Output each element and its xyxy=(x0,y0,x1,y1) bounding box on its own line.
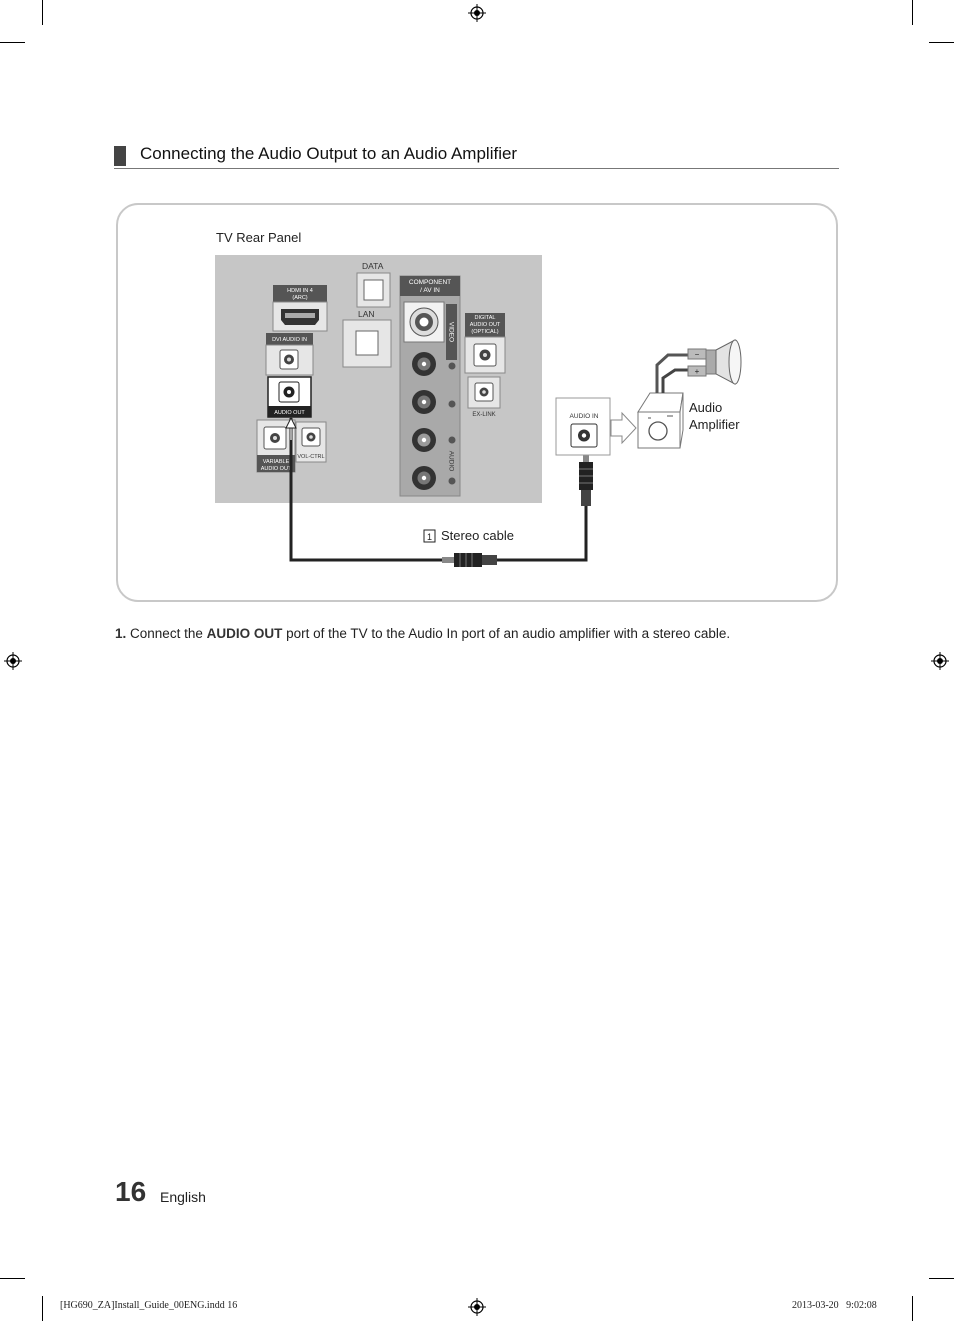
cable-label: Stereo cable xyxy=(441,528,514,543)
variable-audio-out-label-line2: AUDIO OUT xyxy=(260,466,292,472)
step-text-after: port of the TV to the Audio In port of an audio amplifier with a stereo cable. xyxy=(286,626,731,641)
section-title: Connecting the Audio Output to an Audio Amplifier xyxy=(140,144,518,163)
data-port-jack xyxy=(364,280,383,300)
amplifier-icon xyxy=(638,393,683,448)
video-label: VIDEO xyxy=(447,321,455,343)
digital-audio-out-label-line2: AUDIO OUT xyxy=(469,322,501,328)
crop-mark xyxy=(912,1296,913,1321)
lan-label: LAN xyxy=(358,309,375,319)
step-text-before: Connect the xyxy=(130,626,203,641)
svg-text:−: − xyxy=(694,350,700,359)
arrow-right-icon xyxy=(611,413,636,443)
digital-audio-out-label-line1: DIGITAL xyxy=(474,315,496,321)
lan-port-jack xyxy=(356,331,378,355)
vol-ctrl-label: VOL-CTRL xyxy=(297,454,325,460)
variable-audio-out-label-line1: VARIABLE xyxy=(262,459,290,465)
amplifier-label-line1: Audio xyxy=(689,400,723,415)
digital-audio-out-label-line3: (OPTICAL) xyxy=(471,329,499,335)
stereo-plug-horizontal xyxy=(442,553,497,567)
ex-link-label: EX-LINK xyxy=(472,412,496,418)
page-language: English xyxy=(160,1189,206,1205)
stereo-plug-vertical xyxy=(579,450,593,506)
step-number: 1. xyxy=(115,626,127,641)
registration-mark-icon xyxy=(468,1298,486,1316)
hdmi-label-line1: HDMI IN 4 xyxy=(287,288,313,294)
dvi-audio-in-label: DVI AUDIO IN xyxy=(272,337,307,343)
footer-timestamp: 2013-03-20 9:02:08 xyxy=(792,1300,877,1311)
svg-text:+: + xyxy=(694,367,700,376)
hdmi-label-line2: (ARC) xyxy=(292,295,308,301)
audio-out-label: AUDIO OUT xyxy=(274,410,305,416)
data-label: DATA xyxy=(362,261,384,271)
step-emphasis: AUDIO OUT xyxy=(206,626,283,641)
amplifier-label-line2: Amplifier xyxy=(689,417,740,432)
component-label-line1: COMPONENT xyxy=(408,279,452,286)
crop-mark xyxy=(0,1278,25,1279)
panel-title: TV Rear Panel xyxy=(216,230,302,245)
speaker-icon xyxy=(706,340,741,384)
page-number: 16 xyxy=(115,1176,147,1207)
cable-number: 1 xyxy=(426,532,433,542)
footer-filename: [HG690_ZA]Install_Guide_00ENG.indd 16 xyxy=(60,1300,238,1311)
amp-audio-in-label: AUDIO IN xyxy=(569,413,599,420)
crop-mark xyxy=(929,1278,954,1279)
crop-mark xyxy=(42,1296,43,1321)
audio-label: AUDIO xyxy=(447,450,455,472)
component-label-line2: / AV IN xyxy=(420,287,440,294)
instruction-step xyxy=(115,626,730,641)
